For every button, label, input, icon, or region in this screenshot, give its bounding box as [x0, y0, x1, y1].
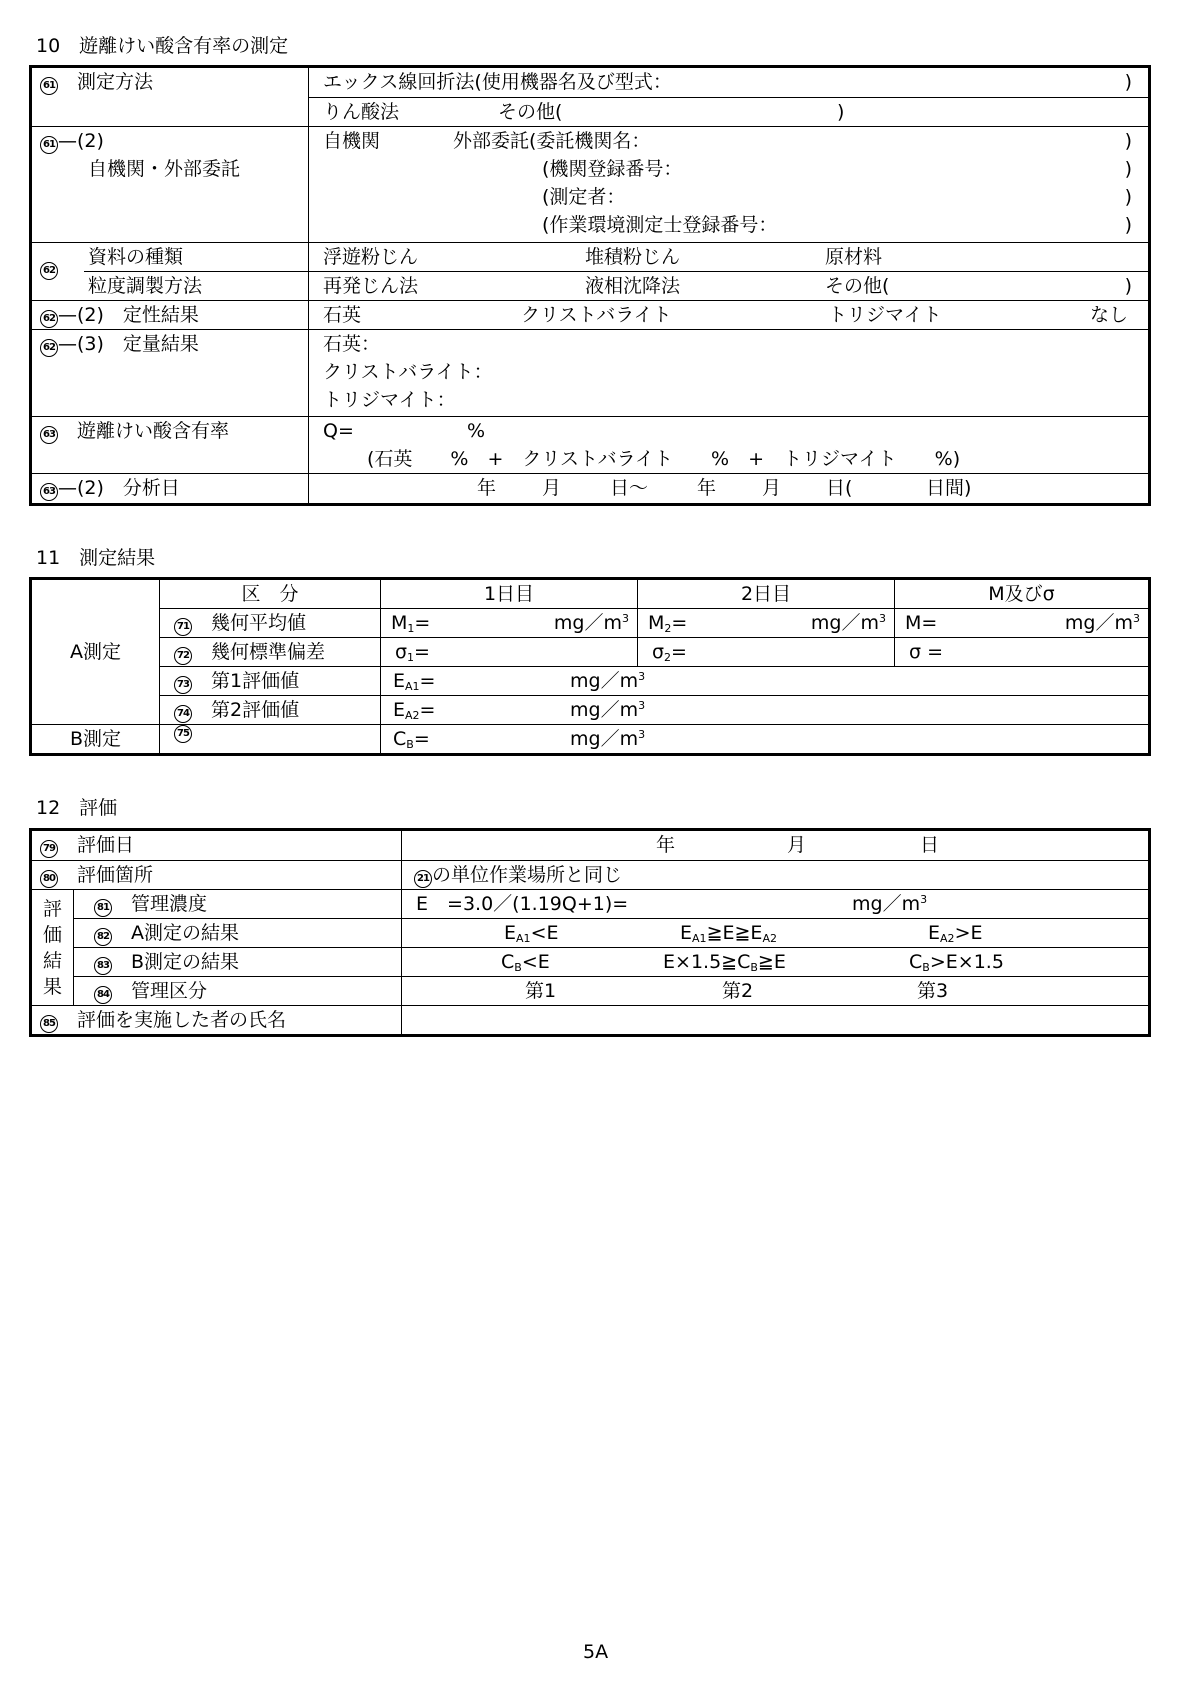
none: なし [1090, 304, 1129, 326]
unit-expr [554, 609, 629, 637]
b-measurement-label: B測定 [31, 725, 160, 755]
row-63-label [31, 417, 309, 474]
paren: ) [1124, 275, 1132, 297]
e: E [750, 922, 763, 944]
row-84-label [74, 977, 402, 1006]
suffix: —(2) [58, 130, 104, 152]
circled-number: 80 [40, 870, 58, 888]
eq: = [927, 641, 944, 663]
xrd-cell [309, 67, 1150, 98]
unit: mg／m [570, 728, 639, 750]
quantitative-cell [309, 330, 1150, 417]
row-74-label [160, 696, 381, 725]
suffix: —(2) [58, 477, 104, 499]
label: 管理濃度 [131, 893, 208, 915]
unit: mg／m [810, 612, 879, 634]
label: B測定の結果 [131, 951, 240, 973]
day: 日( [826, 477, 853, 499]
breakdown: (石英 % + クリストバライト % + トリジマイト %) [367, 448, 961, 470]
other-method-cell [309, 98, 1150, 127]
suffix: —(2) [58, 304, 104, 326]
header-category [160, 579, 381, 609]
label: 幾何標準偏差 [211, 641, 326, 663]
op: >E×1.5 [929, 951, 1004, 973]
cb-cell [381, 725, 1150, 755]
row-62-3-label [31, 330, 309, 417]
sigma1-expr [395, 638, 430, 666]
label: 評価日 [77, 834, 135, 856]
unit: mg／m [1064, 612, 1133, 634]
redispersion: 再発じん法 [323, 275, 419, 297]
option-2[interactable] [663, 948, 909, 976]
tridymite: トリジマイト [828, 304, 942, 326]
c: C [909, 951, 923, 973]
circled-number: 61 [40, 136, 58, 154]
m: M [648, 612, 665, 634]
measurer: (測定者： [542, 186, 626, 208]
label: 評価箇所 [77, 864, 154, 886]
eq: = [419, 699, 436, 721]
days: 日間) [926, 477, 972, 499]
section-12-title: 12 評価 [36, 797, 118, 819]
evaluation-date-cell [402, 830, 1150, 861]
quartz: 石英 [323, 304, 362, 326]
paren: ) [1124, 158, 1132, 180]
unit: mg／m [570, 670, 639, 692]
circled-number: 73 [174, 676, 192, 694]
e: E [393, 699, 406, 721]
paren: ) [1124, 71, 1132, 93]
row-62-label [31, 243, 309, 301]
quartz-value: 石英： [323, 333, 381, 355]
header-m-sigma [895, 579, 1150, 609]
char: 果 [42, 975, 62, 998]
paren: ) [837, 101, 845, 123]
op: ≧E≧ [706, 922, 751, 944]
evaluation-table [29, 828, 1151, 1037]
sigma: σ [652, 641, 665, 663]
eq: = [671, 641, 687, 663]
analysis-date-cell [309, 474, 1150, 505]
circled-number: 62 [40, 310, 58, 328]
suffix: —(3) [58, 333, 104, 355]
e: E [680, 922, 693, 944]
certified-measurer-number: (作業環境測定士登録番号： [542, 214, 778, 236]
m2-expr [648, 609, 687, 637]
row-61-2-label [31, 127, 309, 243]
e: E [928, 922, 941, 944]
eq: = [414, 641, 430, 663]
label: 管理区分 [131, 980, 208, 1002]
unit-expr [811, 609, 886, 637]
paren: ) [1124, 214, 1132, 236]
header-day1 [381, 579, 638, 609]
sup: 3 [622, 612, 629, 625]
m2-cell [638, 609, 895, 638]
external-agency: 外部委託(委託機関名： [453, 130, 651, 152]
sup: 3 [638, 670, 646, 683]
option-2[interactable] [680, 919, 928, 947]
circled-number: 63 [40, 483, 58, 501]
subscript: A2 [940, 932, 955, 945]
ea1-expr [393, 667, 570, 695]
sup: 3 [638, 728, 646, 741]
row-72-label [160, 638, 381, 667]
free-silica-table [29, 65, 1151, 506]
header-text: 区 分 [241, 583, 299, 605]
unit-expr [570, 696, 645, 724]
sup: 3 [1133, 612, 1140, 625]
label: 測定方法 [77, 71, 154, 93]
circled-number: 71 [174, 618, 192, 636]
grain-method-cell [309, 272, 1150, 301]
results-table [29, 577, 1151, 756]
option-1[interactable] [504, 919, 680, 947]
paren: ) [1124, 186, 1132, 208]
eq: = [413, 728, 430, 750]
unit-expr [570, 667, 645, 695]
sigma2-cell [638, 638, 895, 667]
eq: = [419, 670, 436, 692]
circled-number: 74 [174, 705, 192, 723]
circled-number: 61 [40, 77, 58, 95]
label-grain-method: 粒度調製方法 [88, 275, 203, 297]
m-expr [905, 609, 937, 637]
label: 定量結果 [122, 333, 199, 355]
other: その他( [825, 275, 890, 297]
label-sample-type: 資料の種類 [88, 246, 184, 268]
label: 分析日 [122, 477, 180, 499]
header-text: 2日目 [740, 583, 792, 605]
subscript: A1 [692, 932, 707, 945]
paren: ) [1124, 130, 1132, 152]
row-71-label [160, 609, 381, 638]
evaluation-location-cell [402, 861, 1150, 890]
cb-expr [393, 725, 570, 753]
circled-number: 82 [94, 928, 112, 946]
op: <E [530, 922, 559, 944]
airborne-dust: 浮遊粉じん [323, 246, 419, 268]
sigma: σ [395, 641, 408, 663]
q-label: Q= [323, 420, 354, 442]
row-83-label [74, 948, 402, 977]
circled-number: 79 [40, 840, 58, 858]
sigma1-cell [381, 638, 638, 667]
formula: E =3.0／(1.19Q+1)= [416, 893, 629, 915]
row-79-label [31, 830, 402, 861]
c: C [393, 728, 407, 750]
subscript: B [514, 961, 522, 974]
evaluation-result-group-label [31, 890, 74, 1006]
control-class-cell [402, 977, 1150, 1006]
e: E [504, 922, 517, 944]
year: 年 [656, 834, 676, 856]
month: 月 [787, 834, 807, 856]
sigma-cell [895, 638, 1150, 667]
cristobalite: クリストバライト [521, 304, 672, 326]
sigma-expr [909, 638, 943, 666]
unit: mg／m [553, 612, 622, 634]
subscript: A2 [762, 932, 777, 945]
subscript: B [750, 961, 758, 974]
section-10-title: 10 遊離けい酸含有率の測定 [36, 35, 289, 57]
agency-cell [309, 127, 1150, 243]
label: 自機関・外部委託 [88, 158, 241, 180]
header-text: 1日目 [483, 583, 535, 605]
c: C [501, 951, 515, 973]
op: <E [521, 951, 550, 973]
day: 日 [920, 834, 940, 856]
class-3-option[interactable]: 第3 [917, 980, 949, 1002]
unit-expr [570, 725, 645, 753]
subscript: A1 [405, 680, 420, 693]
row-81-label [74, 890, 402, 919]
header-text: M及びσ [988, 583, 1055, 605]
ea1-cell [381, 667, 1150, 696]
registration-number: (機関登録番号： [542, 158, 683, 180]
option-3[interactable] [928, 919, 982, 947]
a-measurement-label: A測定 [31, 579, 160, 725]
c: C [737, 951, 751, 973]
row-82-label [74, 919, 402, 948]
row-75-label [160, 725, 381, 755]
m-cell [895, 609, 1150, 638]
label: 遊離けい酸含有率 [77, 420, 230, 442]
circled-number: 62 [40, 339, 58, 357]
row-62-2-label [31, 301, 309, 330]
subscript: B [406, 738, 414, 751]
month: 月 [542, 477, 562, 499]
m: M [905, 612, 922, 634]
label: A測定の結果 [131, 922, 239, 944]
year: 年 [697, 477, 717, 499]
sample-type-cell [309, 243, 1150, 272]
xrd-text: エックス線回折法(使用機器名及び型式： [323, 71, 672, 93]
circled-number: 72 [174, 647, 192, 665]
day: 日〜 [610, 477, 649, 499]
subscript: 2 [664, 651, 672, 664]
sup: 3 [920, 893, 928, 906]
char: 価 [42, 923, 62, 946]
option-3[interactable] [909, 948, 1004, 976]
evaluator-name-cell[interactable] [402, 1006, 1150, 1036]
label: 定性結果 [122, 304, 199, 326]
circled-number: 21 [414, 870, 432, 888]
option-1[interactable] [501, 948, 663, 976]
subscript: A1 [516, 932, 531, 945]
circled-number: 84 [94, 986, 112, 1004]
circled-number: 83 [94, 957, 112, 975]
eq: = [921, 612, 938, 634]
unit: mg／m [570, 699, 639, 721]
circled-number: 75 [174, 725, 192, 743]
op: >E [954, 922, 983, 944]
ea2-cell [381, 696, 1150, 725]
class-1-option[interactable]: 第1 [525, 980, 557, 1002]
sup: 3 [638, 699, 646, 712]
b-result-cell [402, 948, 1150, 977]
subscript: 1 [407, 622, 415, 635]
qualitative-cell [309, 301, 1150, 330]
subscript: B [922, 961, 930, 974]
e: E [393, 670, 406, 692]
unit-expr [1065, 609, 1140, 637]
unit: mg／m [852, 893, 921, 915]
row-73-label [160, 667, 381, 696]
header-day2 [638, 579, 895, 609]
ea2-expr [393, 696, 570, 724]
a-result-cell [402, 919, 1150, 948]
circled-number: 85 [40, 1015, 58, 1033]
subscript: 2 [664, 622, 672, 635]
silica-content-cell [309, 417, 1150, 474]
unit-expr [852, 890, 927, 918]
eq: = [414, 612, 431, 634]
char: 評 [42, 897, 62, 920]
phosphoric-acid-option: りん酸法 [323, 101, 400, 123]
circled-number: 63 [40, 426, 58, 444]
settled-dust: 堆積粉じん [585, 246, 681, 268]
percent: % [467, 420, 486, 442]
op: E×1.5≧ [663, 951, 738, 973]
subscript: 1 [407, 651, 415, 664]
circled-number: 81 [94, 899, 112, 917]
page-number: 5A [583, 1641, 609, 1663]
cristobalite-value: クリストバライト： [323, 361, 493, 383]
raw-material: 原材料 [825, 246, 883, 268]
row-61-label [31, 67, 309, 127]
sigma2-expr [652, 638, 687, 666]
label: 評価を実施した者の氏名 [77, 1009, 287, 1031]
label: 幾何平均値 [211, 612, 307, 634]
control-concentration-cell [402, 890, 1150, 919]
subscript: A2 [405, 709, 420, 722]
row-85-label [31, 1006, 402, 1036]
label: 第2評価値 [211, 699, 300, 721]
char: 結 [42, 949, 62, 972]
sigma: σ [909, 641, 922, 663]
row-80-label [31, 861, 402, 890]
tridymite-value: トリジマイト： [323, 389, 456, 411]
m: M [391, 612, 408, 634]
m1-expr [391, 609, 430, 637]
row-63-2-label [31, 474, 309, 505]
circled-number: 62 [40, 262, 58, 280]
eq: = [671, 612, 688, 634]
sup: 3 [879, 612, 886, 625]
liquid-sedimentation: 液相沈降法 [585, 275, 681, 297]
section-11-title: 11 測定結果 [36, 547, 156, 569]
op: ≧E [757, 951, 786, 973]
m1-cell [381, 609, 638, 638]
other-option: その他( [498, 101, 563, 123]
month: 月 [762, 477, 782, 499]
year: 年 [477, 477, 497, 499]
value: の単位作業場所と同じ [432, 864, 623, 886]
class-2-option[interactable]: 第2 [722, 980, 754, 1002]
self-agency: 自機関 [323, 130, 381, 152]
label: 第1評価値 [211, 670, 300, 692]
